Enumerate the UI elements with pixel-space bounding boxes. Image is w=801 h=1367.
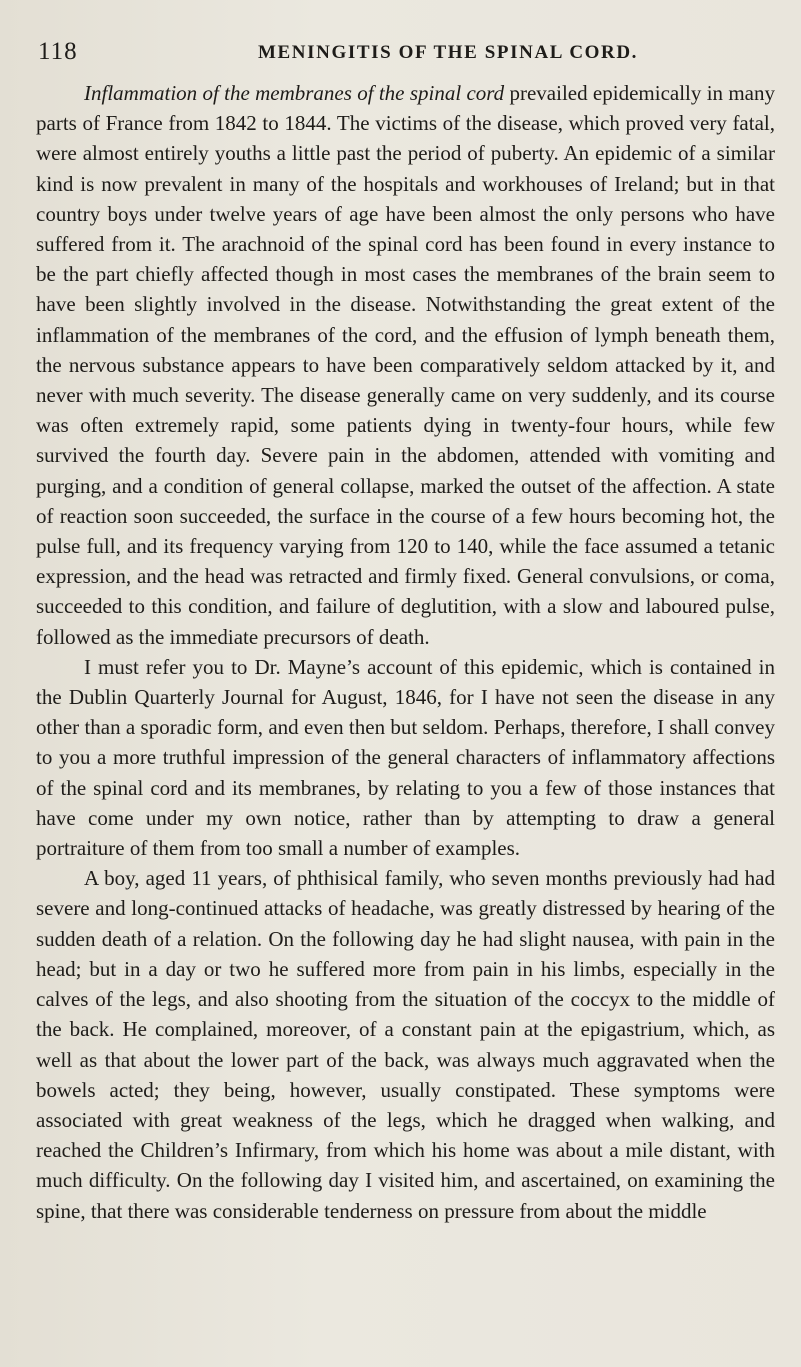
running-head (36, 38, 775, 78)
page-number: 118 (38, 38, 78, 65)
paragraph-1 (36, 78, 775, 652)
body-text (36, 78, 775, 1226)
paragraph-1-lead-italic: Inflammation of the membranes of the spinal cord (84, 81, 505, 105)
paragraph-3 (36, 863, 775, 1225)
paragraph-3-text: A boy, aged 11 years, of phthisical family, who seven months previously had had severe and long-continued attacks of headache, was greatly distressed by hearing of the sudden death of a relation. On the following day he had slight nausea, with pain in the head; but in a day or two he suffered more from pain in his limbs, especially in the calves of the legs, and also shooting from the situation of the coccyx to the middle of the back. He complained, moreover, of a constant pain at the epigastrium, which, as well as that about the lower part of the back, was always much aggravated when the bowels acted; they being, however, usually constipated. These symptoms were associated with great weakness of the legs, which he dragged when walking, and reached the Children’s Infirmary, from which his home was about a mile distant, with much difficulty. On the following day I visited him, and ascertained, on examining the spine, that there was considerable tenderness on pressure from about the middle (36, 866, 775, 1223)
paragraph-1-text: prevailed epidemically in many parts of France from 1842 to 1844. The victims of the disease, which proved very fatal, were almost entirely youths a little past the period of puberty. An epidemic of a similar kind is now prevalent in many of the hospitals and workhouses of Ireland; but in that country boys under twelve years of age have been almost the only persons who have suffered from it. The arachnoid of the spinal cord has been found in every instance to be the part chiefly affected though in most cases the membranes of the brain seem to have been slightly involved in the disease. Notwithstanding the great extent of the inflammation of the membranes of the cord, and the effusion of lymph beneath them, the nervous substance appears to have been comparatively seldom attacked by it, and never with much severity. The disease generally came on very suddenly, and its course was often extremely rapid, some patients dying in twenty-four hours, while few survived the fourth day. Severe pain in the abdomen, attended with vomiting and purging, and a condition of general collapse, marked the outset of the affection. A state of reaction soon succeeded, the surface in the course of a few hours becoming hot, the pulse full, and its frequency varying from 120 to 140, while the face assumed a tetanic expression, and the head was retracted and firmly fixed. General convulsions, or coma, succeeded to this condition, and failure of deglutition, with a slow and laboured pulse, followed as the immediate precursors of death. (36, 81, 775, 649)
running-title: MENINGITIS OF THE SPINAL CORD. (258, 42, 639, 63)
paragraph-2 (36, 652, 775, 863)
paragraph-2-text: I must refer you to Dr. Mayne’s account of this epidemic, which is contained in the Dublin Quarterly Journal for August, 1846, for I have not seen the disease in any other than a sporadic form, and even then but seldom. Perhaps, therefore, I shall convey to you a more truthful impression of the general characters of inflammatory affections of the spinal cord and its membranes, by relating to you a few of those instances that have come under my own notice, rather than by attempting to draw a general portraiture of them from too small a number of examples. (36, 654, 775, 861)
